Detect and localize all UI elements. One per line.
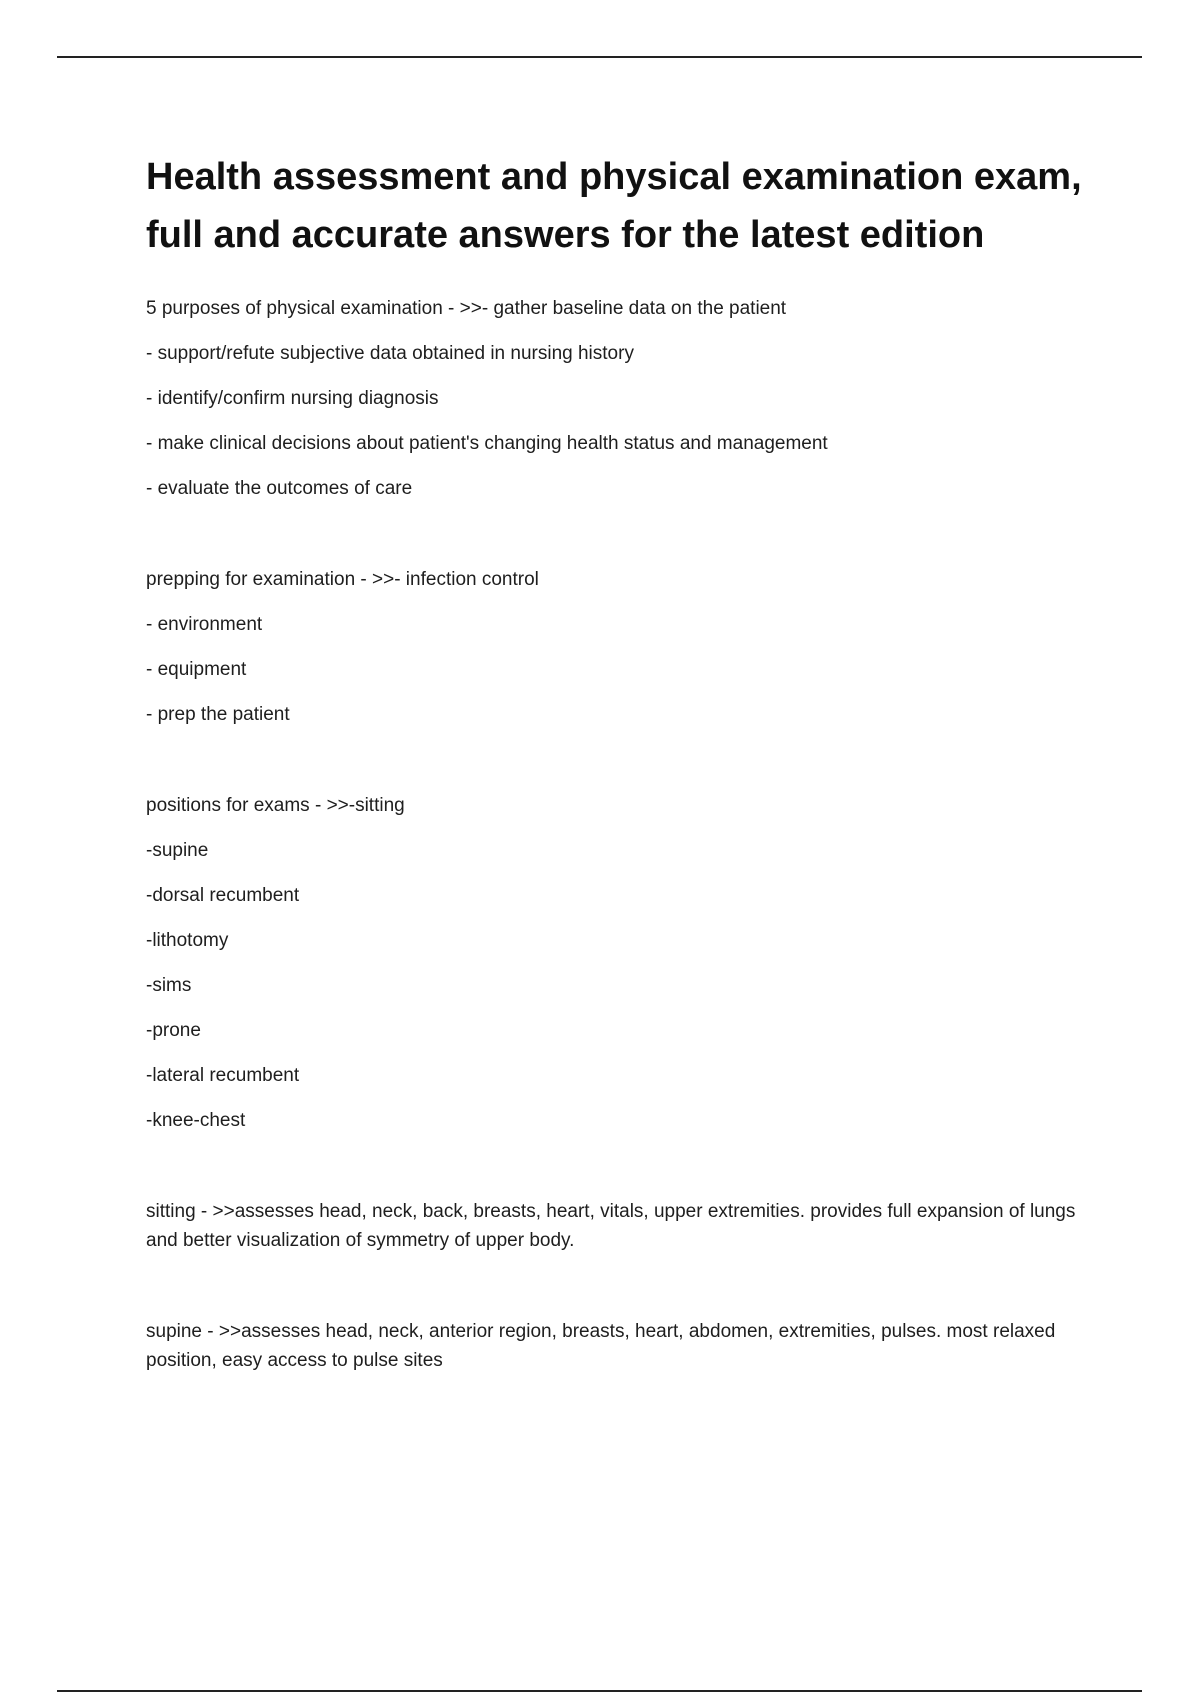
text-line: -knee-chest [146, 1110, 246, 1131]
text-line: prepping for examination - >>- infection control [146, 569, 539, 590]
spacer [146, 1143, 1086, 1189]
text-line: -sims [146, 975, 192, 996]
text-line: - environment [146, 614, 263, 635]
section-purposes [146, 286, 1086, 511]
text-line: 5 purposes of physical examination - >>- gather baseline data on the patient [146, 298, 787, 319]
text-line: -lithotomy [146, 930, 229, 951]
text-line: - support/refute subjective data obtained in nursing history [146, 343, 634, 364]
text-line: -supine [146, 840, 209, 861]
text-line: - make clinical decisions about patient's changing health status and management [146, 433, 828, 454]
header-rule [57, 56, 1142, 58]
footer-rule [57, 1690, 1142, 1692]
document-body [146, 148, 1086, 1383]
spacer [146, 1263, 1086, 1309]
paragraph-supine: supine - >>assesses head, neck, anterior region, breasts, heart, abdomen, extremities, pulses. most relaxed position, easy access to pulse sites [146, 1321, 1056, 1371]
section-prepping [146, 557, 1086, 737]
text-line: -prone [146, 1020, 201, 1041]
text-line: - identify/confirm nursing diagnosis [146, 388, 439, 409]
section-positions [146, 783, 1086, 1143]
spacer [146, 737, 1086, 783]
document-title: Health assessment and physical examination exam, full and accurate answers for the latest edition [146, 156, 1082, 256]
text-line: -lateral recumbent [146, 1065, 300, 1086]
paragraph-sitting: sitting - >>assesses head, neck, back, breasts, heart, vitals, upper extremities. provides full expansion of lungs and better visualization of symmetry of upper body. [146, 1201, 1076, 1251]
text-line: -dorsal recumbent [146, 885, 300, 906]
text-line: - evaluate the outcomes of care [146, 478, 413, 499]
spacer [146, 511, 1086, 557]
text-line: - prep the patient [146, 704, 290, 725]
text-line: - equipment [146, 659, 247, 680]
text-line: positions for exams - >>-sitting [146, 795, 405, 816]
